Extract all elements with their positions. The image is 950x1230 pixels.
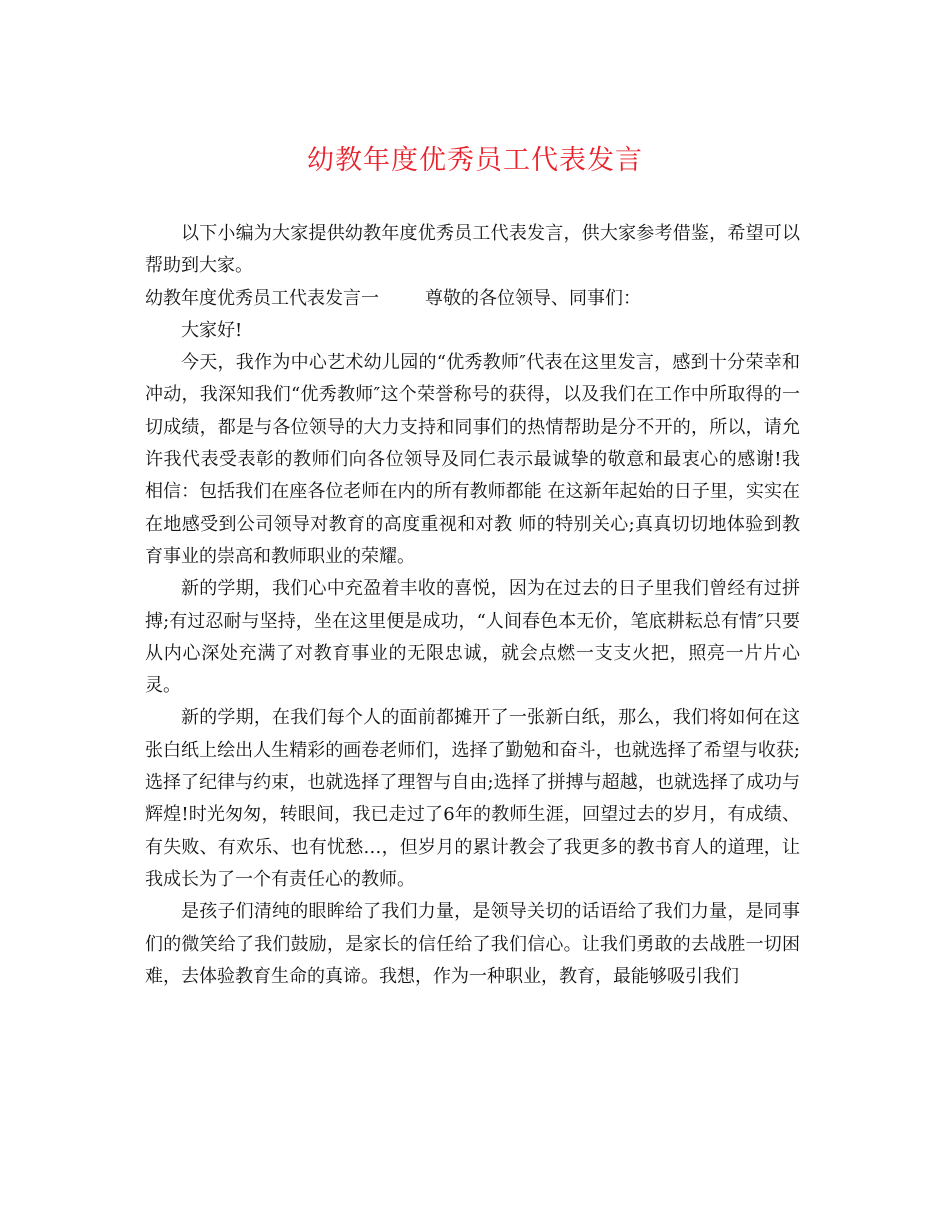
intro-paragraph: 以下小编为大家提供幼教年度优秀员工代表发言，供大家参考借鉴，希望可以帮助到大家。 (145, 223, 800, 277)
document-body (145, 218, 800, 993)
section-heading: 幼教年度优秀员工代表发言一 (145, 287, 379, 309)
body-paragraph-2: 新的学期，我们心中充盈着丰收的喜悦，因为在过去的日子里我们曾经有过拼搏;有过忍耐与坚持，坐在这里便是成功，“人间春色本无价，笔底耕耘总有情″只要从内心深处充满了对教育事业的无限忠诚，就会点燃一支支火把，照亮一片片心灵。 (145, 578, 800, 697)
salutation: 尊敬的各位领导、同事们： (425, 287, 641, 309)
greeting: 大家好! (181, 319, 243, 341)
body-paragraph-4: 是孩子们清纯的眼眸给了我们力量，是领导关切的话语给了我们力量，是同事们的微笑给了我们鼓励，是家长的信任给了我们信心。让我们勇敢的去战胜一切困难，去体验教育生命的真谛。我想，作为一种职业，教育，最能够吸引我们 (145, 901, 800, 987)
body-paragraph-3: 新的学期，在我们每个人的面前都摊开了一张新白纸，那么，我们将如何在这张白纸上绘出人生精彩的画卷老师们，选择了勤勉和奋斗，也就选择了希望与收获;选择了纪律与约束，也就选择了理智与自由;选择了拼搏与超越，也就选择了成功与辉煌!时光匆匆，转眼间，我已走过了6年的教师生涯，回望过去的岁月，有成绩、有失败、有欢乐、也有忧愁…，但岁月的累计教会了我更多的教书育人的道理，让我成长为了一个有责任心的教师。 (145, 707, 800, 890)
document-title: 幼教年度优秀员工代表发言 (307, 145, 643, 176)
section-heading-line (145, 283, 800, 315)
body-paragraph-1: 今天，我作为中心艺术幼儿园的“优秀教师″代表在这里发言，感到十分荣幸和冲动，我深知我们“优秀教师″这个荣誉称号的获得，以及我们在工作中所取得的一切成绩，都是与各位领导的大力支持和同事们的热情帮助是分不开的，所以，请允许我代表受表彰的教师们向各位领导及同仁表示最诚挚的敬意和最衷心的感谢!我相信：包括我们在座各位老师在内的所有教师都能 在这新年起始的日子里，实实在在地感受到公司领导对教育的高度重视和对教 师的特别关心;真真切切地体验到教育事业的崇高和教师职业的荣耀。 (145, 352, 800, 567)
